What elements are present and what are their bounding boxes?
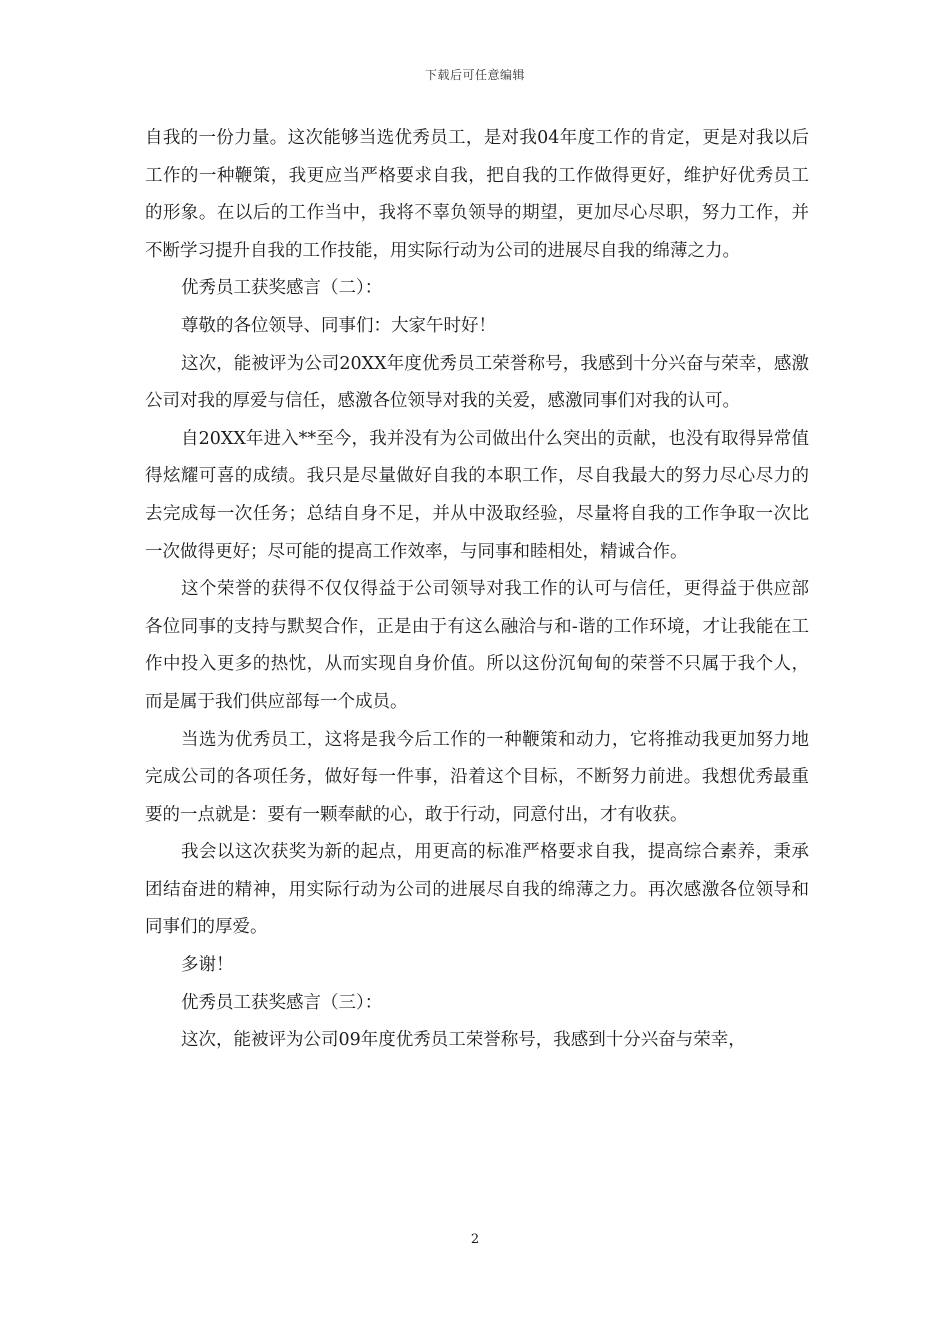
paragraph: 优秀员工获奖感言（二）： [181, 278, 383, 299]
paragraph: 这次，能被评为公司09年度优秀员工荣誉称号，我感到十分兴奋与荣幸， [181, 1030, 746, 1051]
document-body [145, 120, 809, 1060]
paragraph: 当选为优秀员工，这将是我今后工作的一种鞭策和动力，它将推动我更加努力地完成公司的各项任务，做好每一件事，沿着这个目标，不断努力前进。我想优秀最重要的一点就是：要有一颗奉献的心，敢于行动，同意付出，才有收获。 [145, 729, 809, 825]
paragraph: 自我的一份力量。这次能够当选优秀员工，是对我04年度工作的肯定，更是对我以后工作的一种鞭策，我更应当严格要求自我，把自我的工作做得更好，维护好优秀员工的形象。在以后的工作当中，我将不辜负领导的期望，更加尽心尽职，努力工作，并不断学习提升自我的工作技能，用实际行动为公司的进展尽自我的绵薄之力。 [145, 128, 809, 261]
paragraph: 自20XX年进入**至今，我并没有为公司做出什么突出的贡献，也没有取得异常值得炫耀可喜的成绩。我只是尽量做好自我的本职工作，尽自我最大的努力尽心尽力的去完成每一次任务；总结自身不足，并从中汲取经验，尽量将自我的工作争取一次比一次做得更好；尽可能的提高工作效率，与同事和睦相处，精诚合作。 [145, 428, 809, 562]
paragraph: 这次，能被评为公司20XX年度优秀员工荣誉称号，我感到十分兴奋与荣幸，感激公司对我的厚爱与信任，感激各位领导对我的关爱，感激同事们对我的认可。 [145, 353, 809, 412]
paragraph: 我会以这次获奖为新的起点，用更高的标准严格要求自我，提高综合素养，秉承团结奋进的精神，用实际行动为公司的进展尽自我的绵薄之力。再次感激各位领导和同事们的厚爱。 [145, 842, 809, 938]
page-number: 2 [470, 1232, 480, 1247]
paragraph: 尊敬的各位领导、同事们：大家午时好！ [181, 315, 496, 336]
paragraph: 优秀员工获奖感言（三）： [181, 992, 383, 1013]
page-header: 下载后可任意编辑 [424, 68, 525, 82]
paragraph: 多谢！ [181, 955, 234, 976]
paragraph: 这个荣誉的获得不仅仅得益于公司领导对我工作的认可与信任，更得益于供应部各位同事的支持与默契合作，正是由于有这么融洽与和-谐的工作环境，才让我能在工作中投入更多的热忱，从而实现自身价值。所以这份沉甸甸的荣誉不只属于我个人，而是属于我们供应部每一个成员。 [145, 579, 809, 712]
